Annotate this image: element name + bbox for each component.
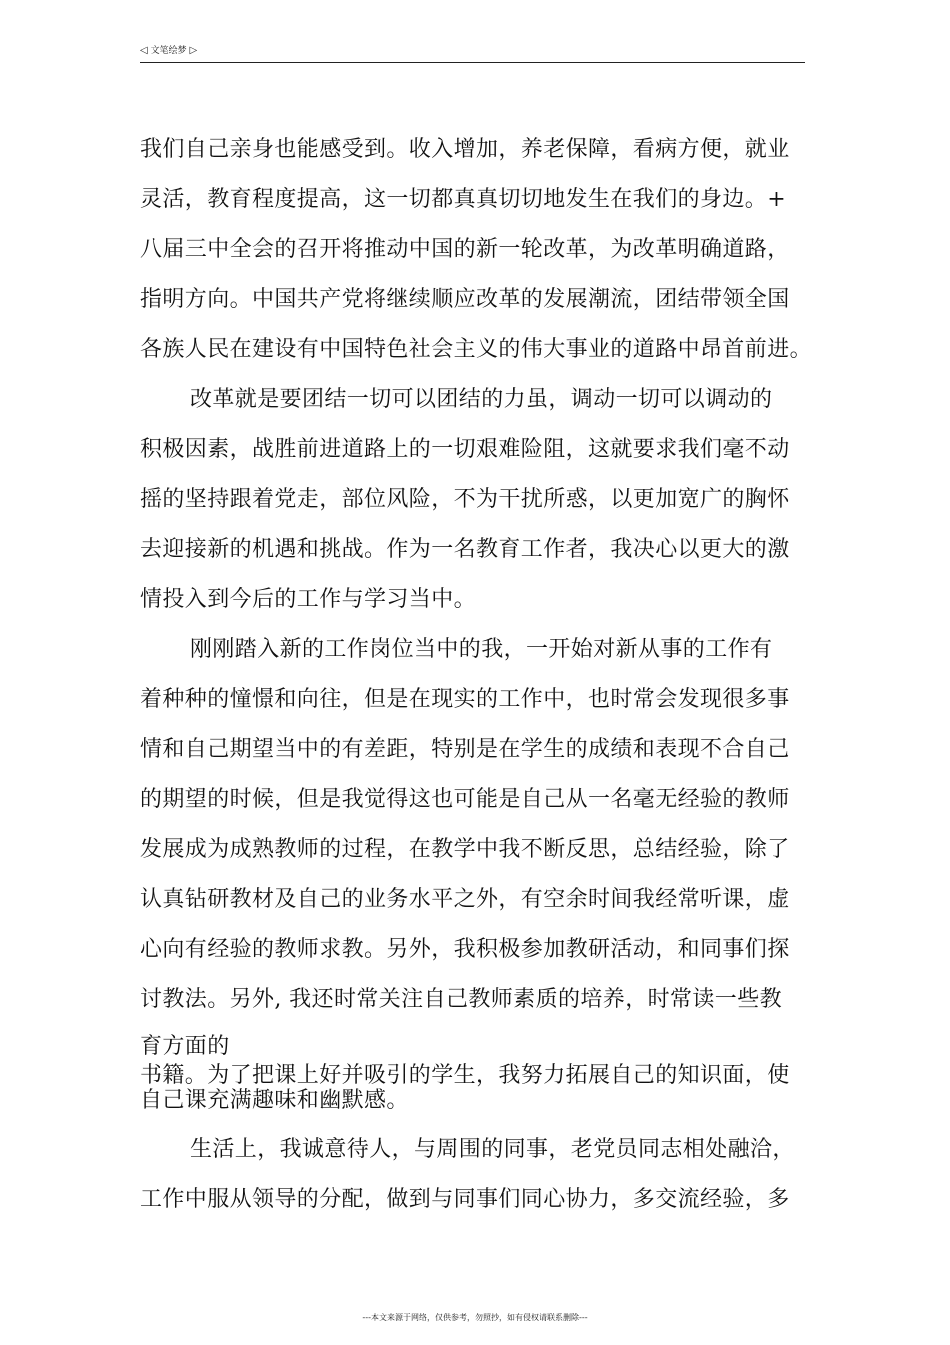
- text-line: 灵活，教育程度提高，这一切都真真切切地发生在我们的身边。+: [140, 187, 787, 212]
- paragraph-3: [140, 625, 820, 1113]
- text-line: 情投入到今后的工作与学习当中。: [140, 587, 477, 612]
- right-triangle-icon: ▷: [189, 45, 198, 56]
- page-header: [140, 44, 805, 63]
- header-brand: 文笔绘梦: [150, 46, 187, 56]
- text-line: 改革就是要团结一切可以团结的力虽，调动一切可以调动的: [190, 387, 773, 412]
- text-line: 各族人民在建设有中国特色社会主义的伟大事业的道路中昂首前进。: [140, 337, 813, 362]
- text-line: 刚刚踏入新的工作岗位当中的我，一开始对新从事的工作有: [190, 637, 773, 662]
- page-footer-note: ---本文来源于网络，仅供参考，勿照抄，如有侵权请联系删除---: [362, 1313, 588, 1322]
- text-line: 认真钻研教材及自己的业务水平之外，有空余时间我经常听课，虚: [140, 887, 790, 912]
- text-line: 积极因素，战胜前进道路上的一切艰难险阻，这就要求我们毫不动: [140, 437, 790, 462]
- text-line: 的期望的时候，但是我觉得这也可能是自己从一名毫无经验的教师: [140, 787, 790, 812]
- text-line: 情和自己期望当中的有差距，特别是在学生的成绩和表现不合自己: [140, 737, 790, 762]
- text-line: 心向有经验的教师求教。另外，我积极参加教研活动，和同事们探: [140, 937, 790, 962]
- text-line: 生活上，我诚意待人，与周围的同事，老党员同志相处融洽，: [190, 1137, 795, 1162]
- text-line: 讨教法。另外, 我还时常关注自己教师素质的培养，时常读一些教: [140, 987, 782, 1012]
- document-body: [140, 125, 820, 1225]
- text-line: 书籍。为了把课上好并吸引的学生，我努力拓展自己的知识面，使: [140, 1063, 790, 1088]
- text-line: 自己课充满趣味和幽默感。: [140, 1088, 409, 1113]
- text-line: 着种种的憧憬和向往，但是在现实的工作中，也时常会发现很多事: [140, 687, 790, 712]
- text-line: 我们自己亲身也能感受到。收入增加，养老保障，看病方便，就业: [140, 137, 790, 162]
- paragraph-4: [140, 1125, 820, 1225]
- text-line: 八届三中全会的召开将推动中国的新一轮改革，为改革明确道路，: [140, 237, 790, 262]
- left-triangle-icon: ◁: [140, 45, 148, 56]
- text-line: 育方面的: [140, 1034, 230, 1059]
- text-line: 摇的坚持跟着党走，部位风险，不为干扰所惑，以更加宽广的胸怀: [140, 487, 790, 512]
- paragraph-1: [140, 125, 820, 375]
- text-line: 去迎接新的机遇和挑战。作为一名教育工作者，我决心以更大的激: [140, 537, 790, 562]
- text-line: 发展成为成熟教师的过程，在教学中我不断反思，总结经验，除了: [140, 837, 790, 862]
- text-line: 指明方向。中国共产党将继续顺应改革的发展潮流，团结带领全国: [140, 287, 790, 312]
- paragraph-2: [140, 375, 820, 625]
- text-line: 工作中服从领导的分配，做到与同事们同心协力，多交流经验，多: [140, 1187, 790, 1212]
